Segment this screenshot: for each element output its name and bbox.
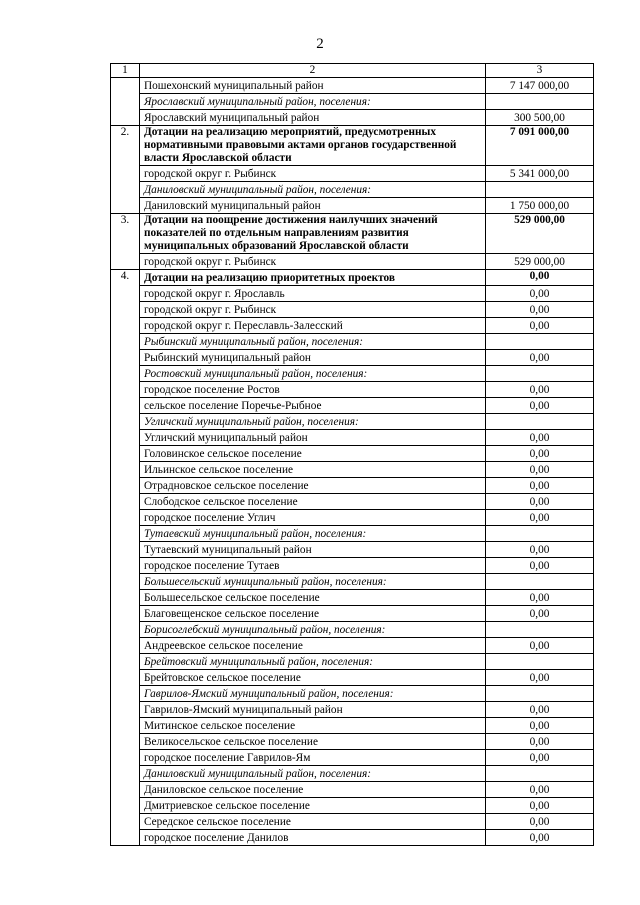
recipient-name-cell: городской округ г. Рыбинск bbox=[140, 166, 486, 182]
amount-cell: 0,00 bbox=[486, 750, 594, 766]
recipient-name-cell: городской округ г. Рыбинск bbox=[140, 254, 486, 270]
table-row bbox=[111, 254, 594, 270]
header-col-2: 2 bbox=[140, 64, 486, 78]
table-row bbox=[111, 382, 594, 398]
amount-cell bbox=[486, 622, 594, 638]
district-subheading-row bbox=[111, 182, 594, 198]
table-row bbox=[111, 670, 594, 686]
recipient-name-cell: Ярославский муниципальный район bbox=[140, 110, 486, 126]
amount-cell: 0,00 bbox=[486, 382, 594, 398]
section-title-cell: Дотации на реализацию мероприятий, предусмотренных нормативными правовыми актами органов государственной власти Ярославской области bbox=[140, 126, 486, 166]
district-label-cell: Большесельский муниципальный район, поселения: bbox=[140, 574, 486, 590]
table-row bbox=[111, 558, 594, 574]
district-label-cell: Угличский муниципальный район, поселения: bbox=[140, 414, 486, 430]
section-title-cell: Дотации на поощрение достижения наилучших значений показателей по отдельным направлениям развития муниципальных образований Ярославской области bbox=[140, 214, 486, 254]
amount-cell: 0,00 bbox=[486, 670, 594, 686]
amount-cell: 0,00 bbox=[486, 558, 594, 574]
amount-cell: 0,00 bbox=[486, 702, 594, 718]
recipient-name-cell: Ильинское сельское поселение bbox=[140, 462, 486, 478]
amount-cell bbox=[486, 526, 594, 542]
amount-cell bbox=[486, 94, 594, 110]
recipient-name-cell: городское поселение Тутаев bbox=[140, 558, 486, 574]
recipient-name-cell: Дмитриевское сельское поселение bbox=[140, 798, 486, 814]
amount-cell: 0,00 bbox=[486, 830, 594, 846]
amount-cell: 0,00 bbox=[486, 606, 594, 622]
district-subheading-row bbox=[111, 654, 594, 670]
amount-cell: 0,00 bbox=[486, 478, 594, 494]
amount-cell: 529 000,00 bbox=[486, 254, 594, 270]
row-number-cell bbox=[111, 78, 140, 126]
district-label-cell: Ярославский муниципальный район, поселения: bbox=[140, 94, 486, 110]
table-row bbox=[111, 734, 594, 750]
district-label-cell: Тутаевский муниципальный район, поселения: bbox=[140, 526, 486, 542]
amount-cell: 0,00 bbox=[486, 734, 594, 750]
subsidies-table bbox=[110, 63, 594, 846]
amount-cell: 0,00 bbox=[486, 270, 594, 286]
table-row bbox=[111, 750, 594, 766]
district-label-cell: Борисоглебский муниципальный район, поселения: bbox=[140, 622, 486, 638]
district-subheading-row bbox=[111, 414, 594, 430]
recipient-name-cell: Гаврилов-Ямский муниципальный район bbox=[140, 702, 486, 718]
recipient-name-cell: Даниловское сельское поселение bbox=[140, 782, 486, 798]
recipient-name-cell: сельское поселение Поречье-Рыбное bbox=[140, 398, 486, 414]
table-row bbox=[111, 718, 594, 734]
amount-cell: 7 147 000,00 bbox=[486, 78, 594, 94]
amount-cell: 0,00 bbox=[486, 446, 594, 462]
table-row bbox=[111, 478, 594, 494]
recipient-name-cell: Слободское сельское поселение bbox=[140, 494, 486, 510]
table-row bbox=[111, 638, 594, 654]
district-label-cell: Гаврилов-Ямский муниципальный район, поселения: bbox=[140, 686, 486, 702]
district-label-cell: Рыбинский муниципальный район, поселения: bbox=[140, 334, 486, 350]
recipient-name-cell: Великосельское сельское поселение bbox=[140, 734, 486, 750]
table-row bbox=[111, 590, 594, 606]
recipient-name-cell: Пошехонский муниципальный район bbox=[140, 78, 486, 94]
district-label-cell: Брейтовский муниципальный район, поселения: bbox=[140, 654, 486, 670]
recipient-name-cell: городской округ г. Рыбинск bbox=[140, 302, 486, 318]
amount-cell: 0,00 bbox=[486, 782, 594, 798]
amount-cell: 0,00 bbox=[486, 398, 594, 414]
section-row bbox=[111, 126, 594, 166]
table-row bbox=[111, 286, 594, 302]
recipient-name-cell: Середское сельское поселение bbox=[140, 814, 486, 830]
amount-cell: 0,00 bbox=[486, 430, 594, 446]
table-row bbox=[111, 830, 594, 846]
amount-cell bbox=[486, 334, 594, 350]
amount-cell bbox=[486, 182, 594, 198]
section-row bbox=[111, 214, 594, 254]
header-col-1: 1 bbox=[111, 64, 140, 78]
header-col-3: 3 bbox=[486, 64, 594, 78]
amount-cell bbox=[486, 414, 594, 430]
recipient-name-cell: Отрадновское сельское поселение bbox=[140, 478, 486, 494]
recipient-name-cell: городское поселение Данилов bbox=[140, 830, 486, 846]
table-row bbox=[111, 494, 594, 510]
amount-cell: 0,00 bbox=[486, 590, 594, 606]
table-row bbox=[111, 110, 594, 126]
amount-cell: 0,00 bbox=[486, 318, 594, 334]
table-row bbox=[111, 462, 594, 478]
table-row bbox=[111, 606, 594, 622]
table-row bbox=[111, 198, 594, 214]
district-subheading-row bbox=[111, 622, 594, 638]
table-row bbox=[111, 814, 594, 830]
district-subheading-row bbox=[111, 574, 594, 590]
amount-cell: 0,00 bbox=[486, 302, 594, 318]
subsidies-table-body bbox=[111, 64, 594, 846]
table-row bbox=[111, 446, 594, 462]
recipient-name-cell: городской округ г. Ярославль bbox=[140, 286, 486, 302]
row-number-cell: 3. bbox=[111, 214, 140, 270]
table-row bbox=[111, 302, 594, 318]
section-row bbox=[111, 270, 594, 286]
district-label-cell: Ростовский муниципальный район, поселения: bbox=[140, 366, 486, 382]
table-row bbox=[111, 166, 594, 182]
amount-cell bbox=[486, 766, 594, 782]
district-subheading-row bbox=[111, 766, 594, 782]
amount-cell: 0,00 bbox=[486, 718, 594, 734]
table-row bbox=[111, 542, 594, 558]
table-row bbox=[111, 510, 594, 526]
recipient-name-cell: Тутаевский муниципальный район bbox=[140, 542, 486, 558]
recipient-name-cell: городское поселение Углич bbox=[140, 510, 486, 526]
amount-cell: 0,00 bbox=[486, 542, 594, 558]
recipient-name-cell: Угличский муниципальный район bbox=[140, 430, 486, 446]
district-subheading-row bbox=[111, 526, 594, 542]
table-row bbox=[111, 318, 594, 334]
recipient-name-cell: городской округ г. Переславль-Залесский bbox=[140, 318, 486, 334]
amount-cell: 0,00 bbox=[486, 494, 594, 510]
table-row bbox=[111, 430, 594, 446]
recipient-name-cell: городское поселение Ростов bbox=[140, 382, 486, 398]
district-subheading-row bbox=[111, 686, 594, 702]
district-subheading-row bbox=[111, 366, 594, 382]
page-number: 2 bbox=[316, 36, 324, 52]
amount-cell bbox=[486, 686, 594, 702]
district-subheading-row bbox=[111, 334, 594, 350]
district-label-cell: Даниловский муниципальный район, поселения: bbox=[140, 766, 486, 782]
amount-cell: 0,00 bbox=[486, 798, 594, 814]
amount-cell: 0,00 bbox=[486, 286, 594, 302]
amount-cell: 0,00 bbox=[486, 814, 594, 830]
amount-cell: 7 091 000,00 bbox=[486, 126, 594, 166]
amount-cell: 0,00 bbox=[486, 350, 594, 366]
section-title-cell: Дотации на реализацию приоритетных проектов bbox=[140, 270, 486, 286]
recipient-name-cell: Рыбинский муниципальный район bbox=[140, 350, 486, 366]
table-row bbox=[111, 350, 594, 366]
amount-cell bbox=[486, 366, 594, 382]
amount-cell: 5 341 000,00 bbox=[486, 166, 594, 182]
table-header-row bbox=[111, 64, 594, 78]
table-row bbox=[111, 782, 594, 798]
recipient-name-cell: Даниловский муниципальный район bbox=[140, 198, 486, 214]
amount-cell bbox=[486, 654, 594, 670]
recipient-name-cell: Андреевское сельское поселение bbox=[140, 638, 486, 654]
recipient-name-cell: городское поселение Гаврилов-Ям bbox=[140, 750, 486, 766]
amount-cell: 0,00 bbox=[486, 638, 594, 654]
table-row bbox=[111, 398, 594, 414]
amount-cell: 0,00 bbox=[486, 462, 594, 478]
row-number-cell: 2. bbox=[111, 126, 140, 214]
amount-cell: 1 750 000,00 bbox=[486, 198, 594, 214]
table-row bbox=[111, 78, 594, 94]
amount-cell: 300 500,00 bbox=[486, 110, 594, 126]
district-subheading-row bbox=[111, 94, 594, 110]
recipient-name-cell: Благовещенское сельское поселение bbox=[140, 606, 486, 622]
table-row bbox=[111, 702, 594, 718]
recipient-name-cell: Брейтовское сельское поселение bbox=[140, 670, 486, 686]
district-label-cell: Даниловский муниципальный район, поселения: bbox=[140, 182, 486, 198]
recipient-name-cell: Большесельское сельское поселение bbox=[140, 590, 486, 606]
amount-cell: 0,00 bbox=[486, 510, 594, 526]
amount-cell bbox=[486, 574, 594, 590]
recipient-name-cell: Головинское сельское поселение bbox=[140, 446, 486, 462]
table-row bbox=[111, 798, 594, 814]
recipient-name-cell: Митинское сельское поселение bbox=[140, 718, 486, 734]
amount-cell: 529 000,00 bbox=[486, 214, 594, 254]
row-number-cell: 4. bbox=[111, 270, 140, 846]
